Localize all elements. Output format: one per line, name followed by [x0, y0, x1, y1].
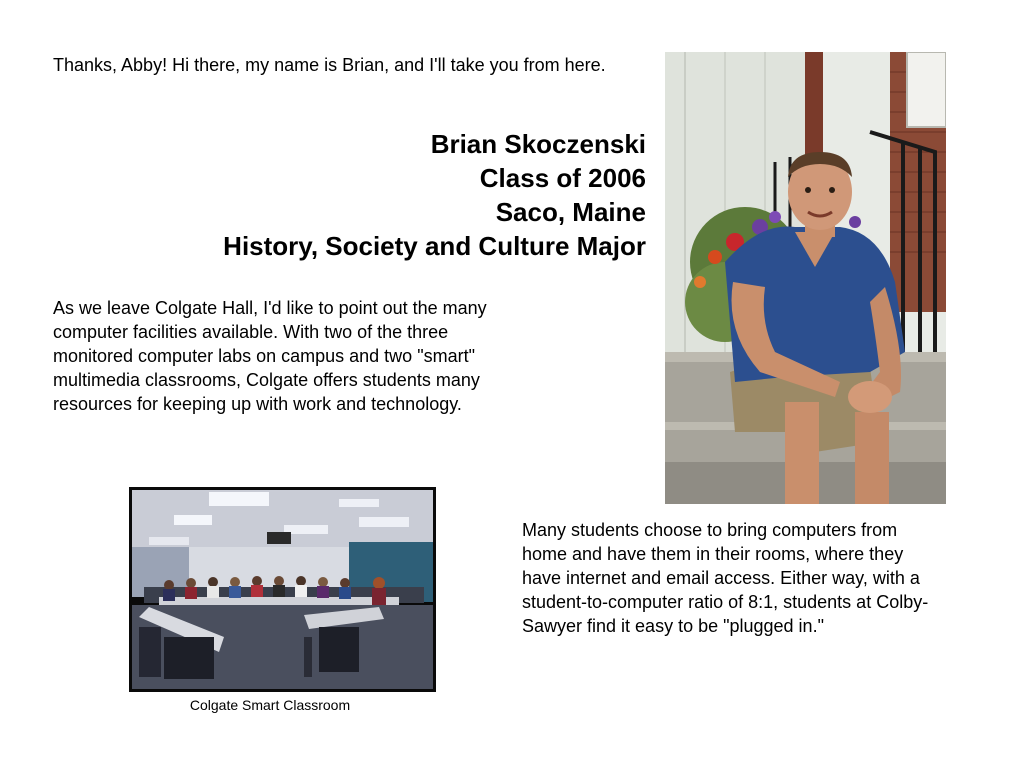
class-year: Class of 2006 — [479, 163, 646, 193]
classroom-photo — [129, 487, 436, 692]
computer-labs-paragraph: As we leave Colgate Hall, I'd like to point out the many computer facilities available. With two of the three monitored computer labs on campus and two "smart" multimedia classrooms, Colgate offers students many resources for keeping up with work and technology. — [53, 298, 487, 414]
hometown: Saco, Maine — [495, 197, 646, 227]
classroom-photo-caption: Colgate Smart Classroom — [189, 697, 351, 713]
profile-heading — [223, 127, 646, 263]
intro-text: Thanks, Abby! Hi there, my name is Brian, and I'll take you from here. — [53, 55, 606, 75]
home-computers-paragraph: Many students choose to bring computers from home and have them in their rooms, where they have internet and email access. Either way, with a student-to-computer ratio of 8:1, students at Colby-Sawyer find it easy to be "plugged in." — [522, 520, 929, 636]
student-portrait-photo — [665, 52, 946, 504]
major: History, Society and Culture Major — [223, 231, 646, 261]
student-name: Brian Skoczenski — [430, 129, 646, 159]
